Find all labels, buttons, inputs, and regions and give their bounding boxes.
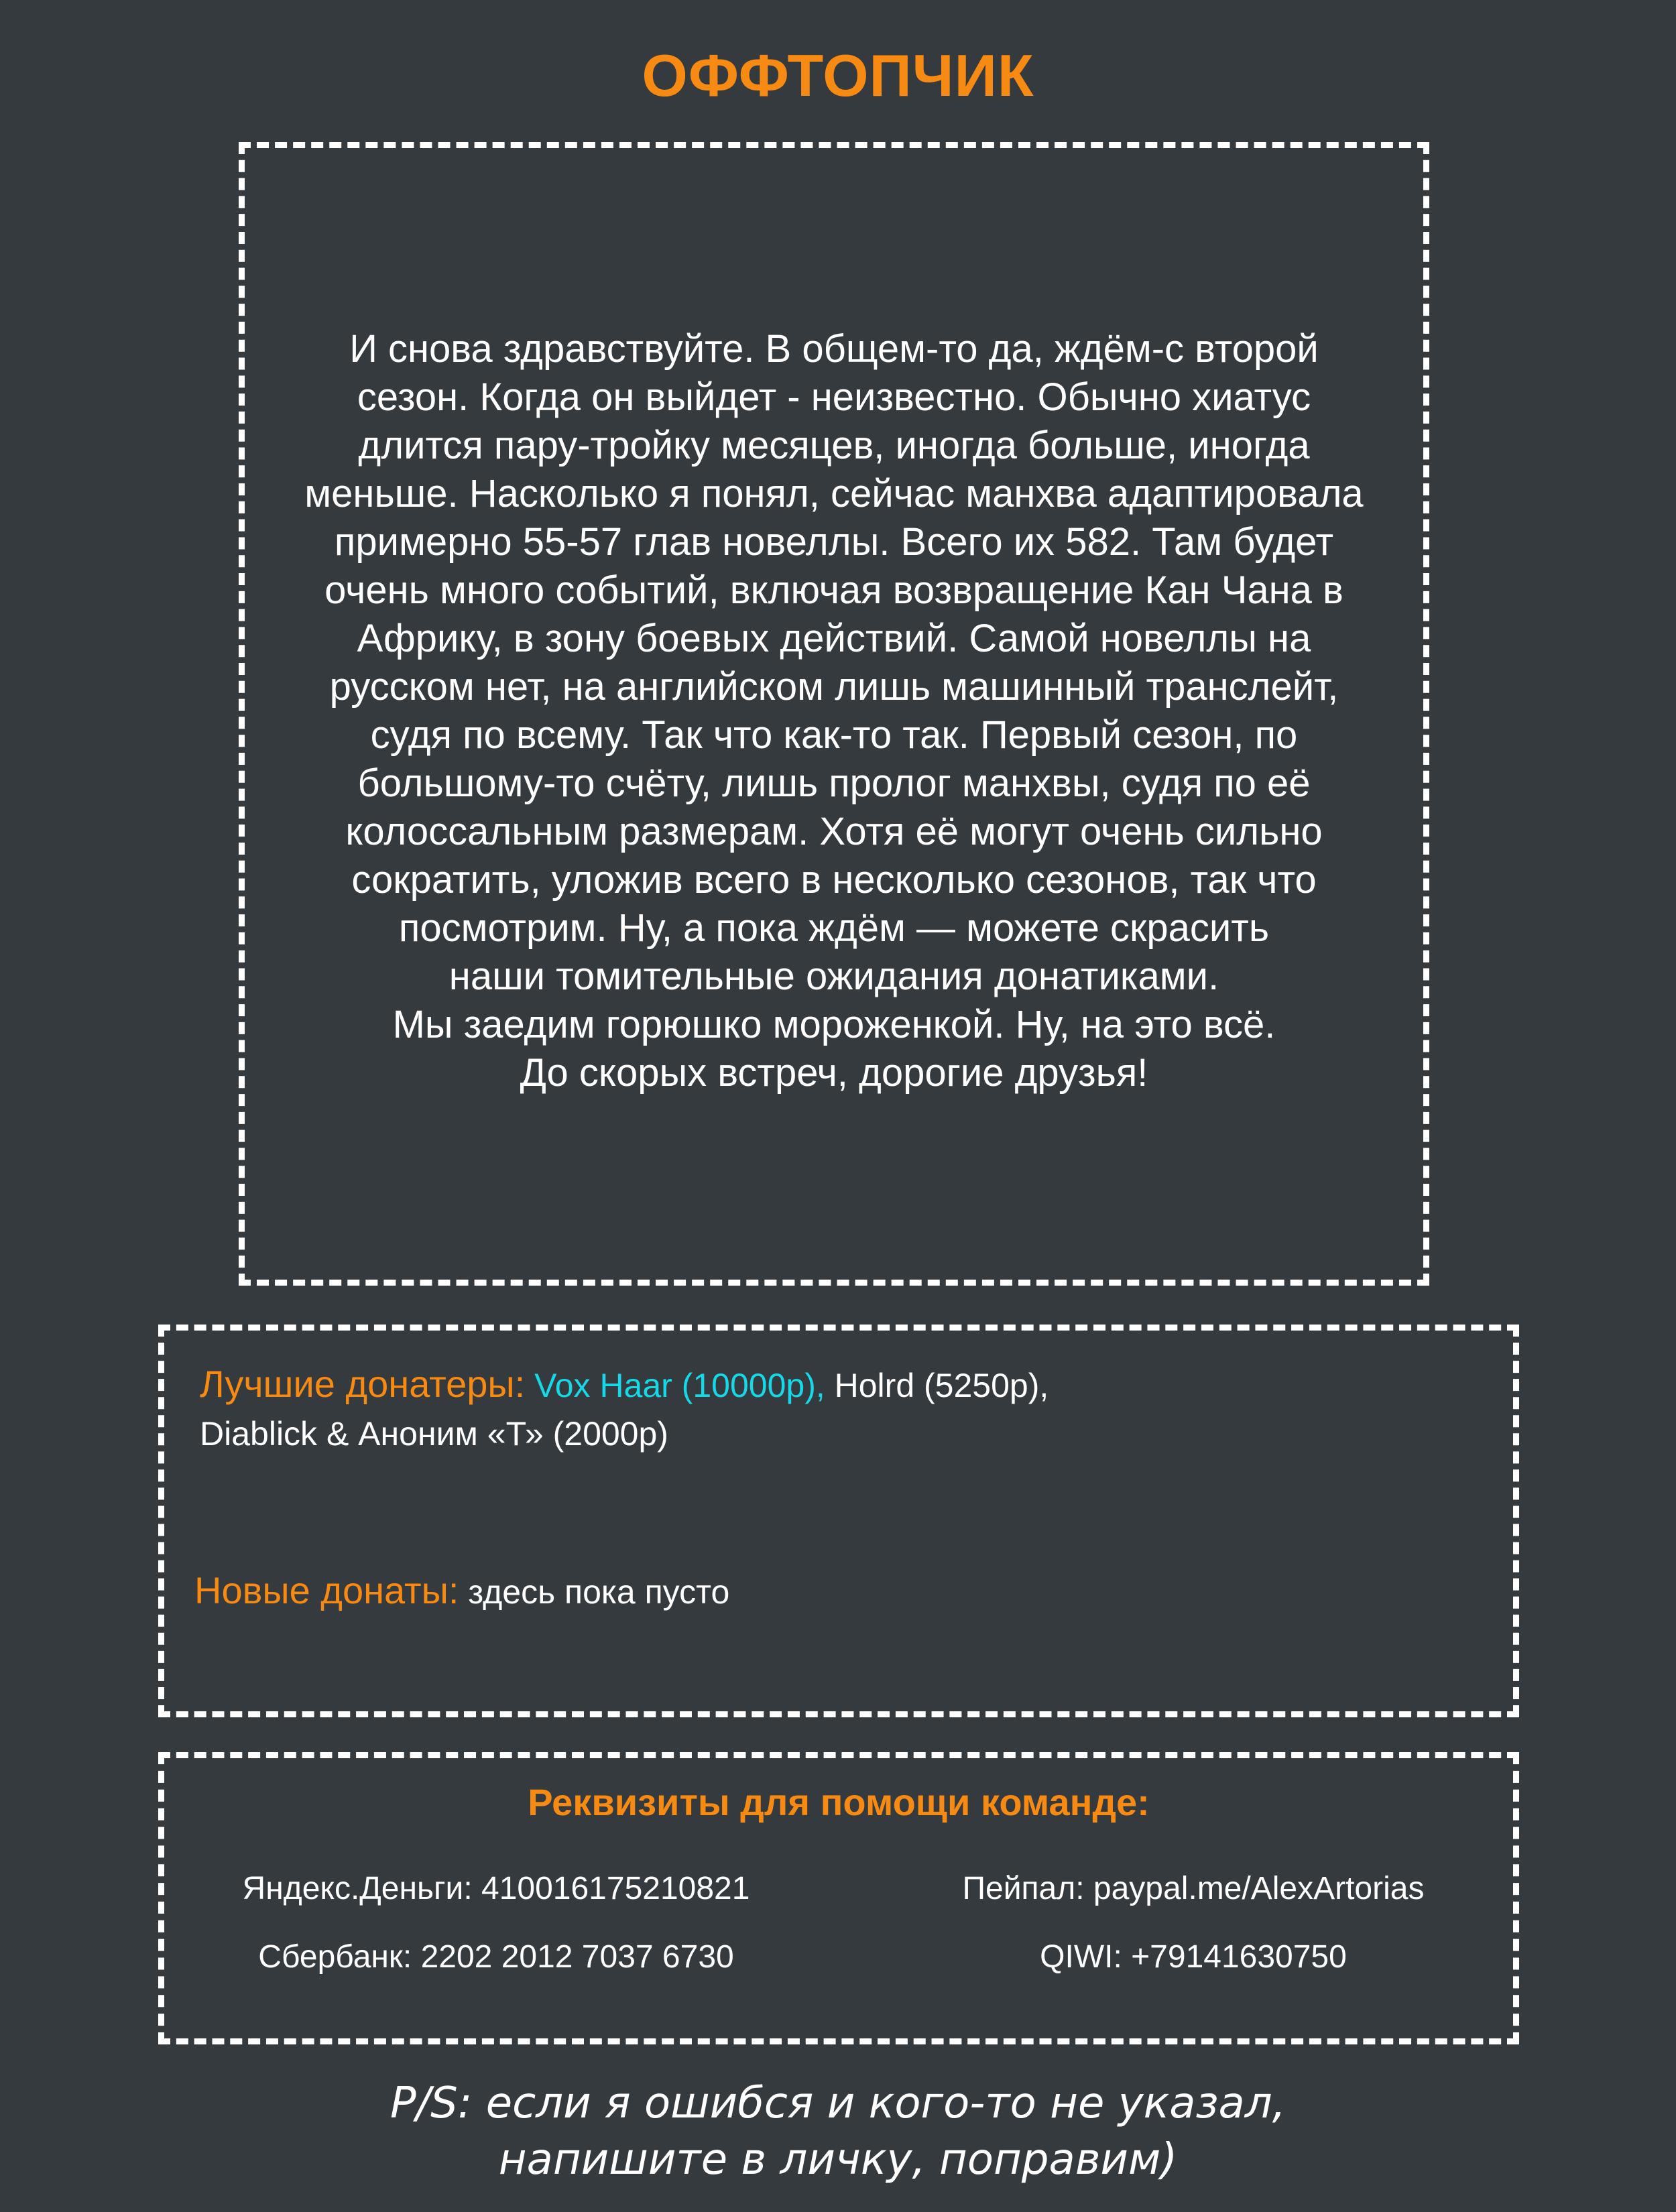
top-donor: Vox Haar (10000р),	[534, 1367, 825, 1404]
best-donors-line	[200, 1362, 1049, 1406]
new-donations-line	[194, 1569, 729, 1612]
paypal: Пейпал: paypal.me/AlexArtorias	[962, 1871, 1425, 1906]
ps-note: P/S: если я ошибся и кого-то не указал, напишите в личку, поправим)	[390, 2079, 1286, 2185]
sberbank: Сбербанк: 2202 2012 7037 6730	[258, 1939, 734, 1975]
best-donors-label: Лучшие донатеры:	[200, 1363, 526, 1405]
requisites-title: Реквизиты для помощи команде:	[528, 1781, 1150, 1823]
qiwi: QIWI: +79141630750	[1040, 1939, 1347, 1975]
yandex-money: Яндекс.Деньги: 410016175210821	[242, 1871, 750, 1906]
donors-rest: Holrd (5250р),	[825, 1367, 1049, 1404]
best-donors-line-2: Diablick & Аноним «Т» (2000р)	[200, 1415, 668, 1453]
new-donations-label: Новые донаты:	[194, 1569, 459, 1611]
page-title: ОФФТОПЧИК	[642, 42, 1034, 109]
new-donations-value: здесь пока пусто	[459, 1573, 730, 1611]
main-message-text: И снова здравствуйте. В общем-то да, ждём-с второй сезон. Когда он выйдет - неизвестно. Обычно хиатус длится пару-тройку месяцев, иногда больше, иногда меньше. Насколько я понял, сейчас манхва адаптировала примерно 55-57 глав новеллы. Всего их 582. Там будет очень много событий, включая возвращение Кан Чана в Африку, в зону боевых действий. Самой новеллы на русском нет, на английском лишь машинный транслейт, судя по всему. Так что как-то так. Первый сезон, по большому-то счёту, лишь пролог манхвы, судя по её колоссальным размерам. Хотя её могут очень сильно сократить, уложив всего в несколько сезонов, так что посмотрим. Ну, а пока ждём — можете скрасить наши томительные ожидания донатиками. Мы заедим горюшко мороженкой. Ну, на это всё. До скорых встреч, дорогие друзья!	[304, 327, 1364, 1095]
